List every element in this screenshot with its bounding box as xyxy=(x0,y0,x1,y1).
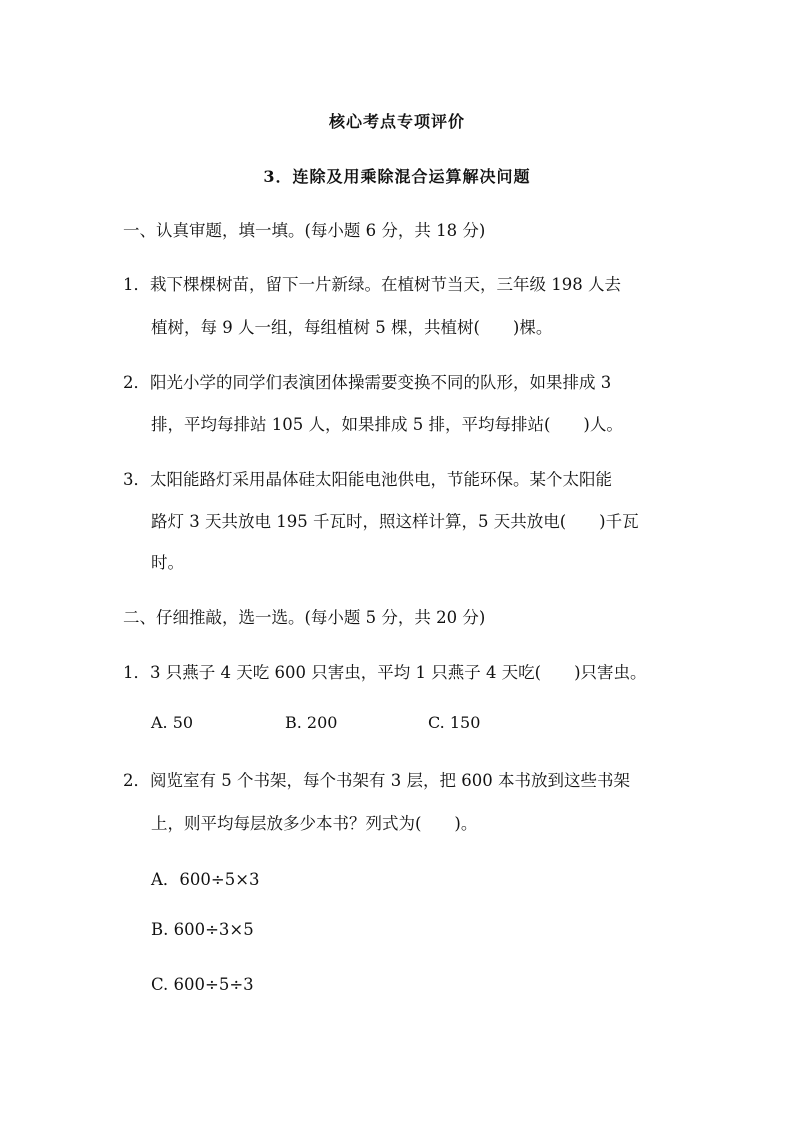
s2-q1-option-c: C. 150 xyxy=(428,713,481,732)
s2-q1-option-b: B. 200 xyxy=(285,713,338,732)
s1-q3-line3: 时。 xyxy=(151,553,184,572)
page-title: 核心考点专项评价 xyxy=(328,112,465,131)
s1-q3-line1: 3．太阳能路灯采用晶体硅太阳能电池供电，节能环保。某个太阳能 xyxy=(123,470,612,489)
s1-q1-line2: 植树，每 9 人一组，每组植树 5 棵，共植树( )棵。 xyxy=(151,318,553,337)
s2-q2-line2: 上，则平均每层放多少本书？列式为( )。 xyxy=(151,814,478,833)
s2-q2-option-c: C. 600÷5÷3 xyxy=(151,975,254,994)
s2-q2-option-a: A．600÷5×3 xyxy=(151,870,260,889)
s1-q3-line2: 路灯 3 天共放电 195 千瓦时，照这样计算，5 天共放电( )千瓦 xyxy=(151,512,639,531)
s2-q1-line1: 1．3 只燕子 4 天吃 600 只害虫，平均 1 只燕子 4 天吃( )只害虫。 xyxy=(123,663,647,682)
s2-q2-line1: 2．阅览室有 5 个书架，每个书架有 3 层，把 600 本书放到这些书架 xyxy=(123,771,630,790)
s2-q1-option-a: A. 50 xyxy=(151,713,194,732)
s1-q2-line2: 排，平均每排站 105 人，如果排成 5 排，平均每排站( )人。 xyxy=(151,415,623,434)
s1-q2-line1: 2．阳光小学的同学们表演团体操需要变换不同的队形，如果排成 3 xyxy=(123,373,612,392)
page-subtitle: 3．连除及用乘除混合运算解决问题 xyxy=(263,167,531,186)
s2-q2-option-b: B. 600÷3×5 xyxy=(151,920,254,939)
s1-q1-line1: 1．栽下棵棵树苗，留下一片新绿。在植树节当天，三年级 198 人去 xyxy=(123,275,621,294)
section-1-heading: 一、认真审题，填一填。(每小题 6 分，共 18 分) xyxy=(123,221,486,240)
section-2-heading: 二、仔细推敲，选一选。(每小题 5 分，共 20 分) xyxy=(123,608,486,627)
